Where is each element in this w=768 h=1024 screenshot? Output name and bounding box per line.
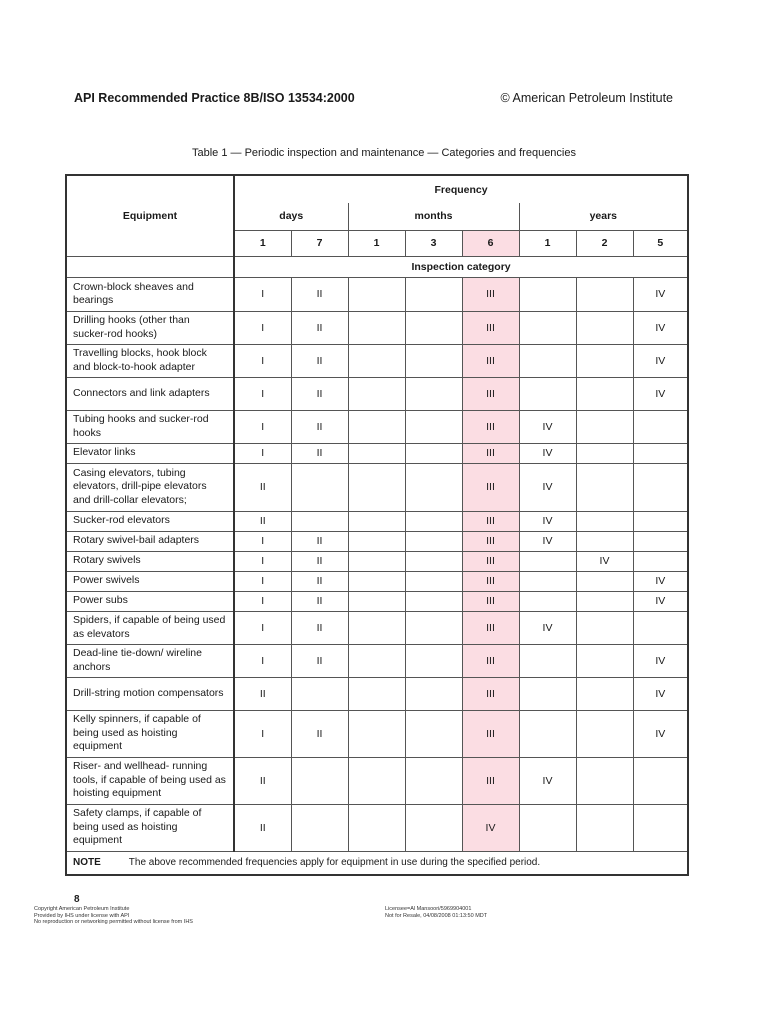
equipment-cell: Connectors and link adapters [66,377,234,410]
category-cell: II [234,757,291,804]
table-row [66,611,688,644]
category-cell: I [234,410,291,443]
category-cell [633,531,688,551]
category-cell: IV [519,511,576,531]
category-cell [405,531,462,551]
category-cell: II [291,611,348,644]
category-cell [576,710,633,757]
category-cell [519,311,576,344]
category-cell: I [234,344,291,377]
category-cell: II [291,344,348,377]
category-cell: II [234,804,291,851]
category-cell [405,377,462,410]
category-cell [519,551,576,571]
category-cell [348,511,405,531]
category-blank-cell [66,256,234,277]
category-cell [348,277,405,311]
category-cell: II [291,377,348,410]
page-number: 8 [74,894,80,905]
category-cell [633,551,688,571]
table-row [66,571,688,591]
table-row [66,311,688,344]
category-cell: I [234,443,291,463]
category-cell [291,511,348,531]
category-cell: I [234,531,291,551]
equipment-cell: Power swivels [66,571,234,591]
category-cell [576,511,633,531]
category-cell: III [462,710,519,757]
category-cell: III [462,344,519,377]
category-cell [576,410,633,443]
equipment-cell: Rotary swivel-bail adapters [66,531,234,551]
category-cell: III [462,677,519,710]
category-cell: IV [462,804,519,851]
category-cell: IV [633,644,688,677]
category-cell: III [462,311,519,344]
table-row [66,677,688,710]
category-cell [348,571,405,591]
table-row [66,551,688,571]
subcolumn-header: 5 [633,230,688,256]
table-caption: Table 1 — Periodic inspection and maintenance — Categories and frequencies [191,147,576,159]
category-cell: III [462,591,519,611]
category-cell: III [462,644,519,677]
table-row [66,710,688,757]
subcolumn-header: 1 [348,230,405,256]
category-cell: II [291,591,348,611]
category-cell [405,511,462,531]
category-cell [348,677,405,710]
category-cell [348,377,405,410]
category-cell: II [234,677,291,710]
category-cell [348,591,405,611]
group-days-header: days [234,203,348,230]
category-cell [519,277,576,311]
category-cell [633,410,688,443]
footer-license [385,906,487,919]
table-row [66,511,688,531]
equipment-cell: Kelly spinners, if capable of being used as hoisting equipment [66,710,234,757]
subcolumn-header: 2 [576,230,633,256]
category-cell [348,611,405,644]
category-cell: I [234,571,291,591]
category-cell: IV [519,410,576,443]
footer-line: Copyright American Petroleum Institute [34,906,130,912]
category-cell [576,591,633,611]
category-cell [633,511,688,531]
category-cell [348,410,405,443]
category-cell: II [291,410,348,443]
category-cell: III [462,277,519,311]
category-cell: II [291,443,348,463]
table-row [66,463,688,511]
category-cell [348,644,405,677]
category-cell [348,757,405,804]
table-row [66,757,688,804]
category-cell [405,443,462,463]
category-cell [633,463,688,511]
category-cell: I [234,710,291,757]
category-cell [576,377,633,410]
category-cell: III [462,377,519,410]
category-cell [348,463,405,511]
category-cell [291,677,348,710]
equipment-cell: Sucker-rod elevators [66,511,234,531]
equipment-cell: Tubing hooks and sucker-rod hooks [66,410,234,443]
group-years-header: years [519,203,688,230]
equipment-cell: Drilling hooks (other than sucker-rod hooks) [66,311,234,344]
category-cell [348,710,405,757]
category-cell [405,311,462,344]
category-cell [519,710,576,757]
inspection-frequency-table [65,174,689,876]
equipment-column-header: Equipment [66,175,234,256]
category-cell [576,644,633,677]
footer-line: Not for Resale, 04/08/2008 01:13:50 MDT [385,912,488,919]
category-cell [576,277,633,311]
category-cell [405,757,462,804]
category-cell: I [234,644,291,677]
category-cell: IV [519,611,576,644]
category-cell: II [234,463,291,511]
category-cell [291,757,348,804]
category-cell [405,591,462,611]
category-cell: III [462,511,519,531]
footer-copyright [34,906,193,926]
table-row [66,377,688,410]
category-cell: I [234,591,291,611]
footer-line: No reproduction or networking permitted without license from IHS [34,919,193,925]
category-cell [519,677,576,710]
category-cell: IV [633,377,688,410]
category-cell: IV [633,677,688,710]
category-cell: III [462,410,519,443]
category-cell [405,571,462,591]
category-cell: III [462,571,519,591]
category-cell: III [462,443,519,463]
note-label: NOTE [73,857,101,868]
category-cell [348,443,405,463]
equipment-cell: Spiders, if capable of being used as elevators [66,611,234,644]
category-cell: IV [633,311,688,344]
category-cell [633,757,688,804]
category-cell [348,311,405,344]
category-cell [633,804,688,851]
table-row [66,644,688,677]
subcolumn-header: 6 [462,230,519,256]
note-row [66,851,688,875]
category-cell: III [462,531,519,551]
category-cell [519,591,576,611]
category-cell: IV [519,463,576,511]
category-cell: IV [633,571,688,591]
table-row [66,531,688,551]
category-cell: III [462,757,519,804]
frequency-header: Frequency [234,175,688,203]
category-cell [633,611,688,644]
subcolumn-header: 1 [519,230,576,256]
table-row [66,591,688,611]
table-row [66,443,688,463]
footer-line: Provided by IHS under license with API [34,912,130,919]
table-row [66,804,688,851]
category-cell: I [234,551,291,571]
subcolumn-header: 1 [234,230,291,256]
footer-line: Licensee=Al Mansoori/5969904001 [385,906,472,912]
category-cell: I [234,611,291,644]
category-cell [405,804,462,851]
category-cell [405,551,462,571]
category-cell: III [462,551,519,571]
equipment-cell: Power subs [66,591,234,611]
document-header-title: API Recommended Practice 8B/ISO 13534:2000 [74,91,355,105]
equipment-cell: Riser- and wellhead- running tools, if capable of being used as hoisting equipment [66,757,234,804]
note-text: The above recommended frequencies apply for equipment in use during the specified period. [128,857,541,868]
category-cell [348,344,405,377]
category-cell: III [462,463,519,511]
category-cell [576,311,633,344]
equipment-cell: Casing elevators, tubing elevators, drill-pipe elevators and drill-collar elevators; [66,463,234,511]
category-cell [576,611,633,644]
equipment-cell: Safety clamps, if capable of being used as hoisting equipment [66,804,234,851]
category-cell [405,611,462,644]
category-cell [348,551,405,571]
category-cell [405,710,462,757]
category-cell: II [291,571,348,591]
publisher-header: © American Petroleum Institute [500,91,673,105]
category-cell [405,644,462,677]
equipment-cell: Travelling blocks, hook block and block-to-hook adapter [66,344,234,377]
category-cell [405,463,462,511]
category-cell [576,463,633,511]
equipment-cell: Elevator links [66,443,234,463]
category-cell: II [234,511,291,531]
category-cell [576,757,633,804]
category-cell: II [291,710,348,757]
category-cell [576,677,633,710]
category-cell: I [234,311,291,344]
category-cell: IV [576,551,633,571]
category-cell: II [291,551,348,571]
category-cell: II [291,311,348,344]
category-cell: IV [633,591,688,611]
table-row [66,410,688,443]
group-months-header: months [348,203,519,230]
subcolumn-header: 3 [405,230,462,256]
category-cell [405,677,462,710]
category-cell [348,804,405,851]
subcolumn-header: 7 [291,230,348,256]
category-cell [576,443,633,463]
category-cell: III [462,611,519,644]
category-cell [519,344,576,377]
category-cell: IV [519,757,576,804]
equipment-cell: Dead-line tie-down/ wireline anchors [66,644,234,677]
table-row [66,344,688,377]
category-cell [405,344,462,377]
category-cell: II [291,644,348,677]
equipment-cell: Rotary swivels [66,551,234,571]
category-cell [519,571,576,591]
inspection-category-header [234,256,688,277]
table-body [66,175,688,875]
category-cell [576,804,633,851]
equipment-cell: Crown-block sheaves and bearings [66,277,234,311]
category-cell [405,277,462,311]
category-cell: I [234,377,291,410]
category-cell [633,443,688,463]
table-row [66,277,688,311]
category-cell [405,410,462,443]
category-cell [519,644,576,677]
table-note [66,851,688,875]
category-cell: IV [633,710,688,757]
category-cell [291,463,348,511]
category-cell [519,804,576,851]
category-cell [576,344,633,377]
category-cell [348,531,405,551]
category-cell [519,377,576,410]
category-cell: IV [633,277,688,311]
equipment-cell: Drill-string motion compensators [66,677,234,710]
category-cell: I [234,277,291,311]
category-cell: IV [633,344,688,377]
inspection-category-label: Inspection category [411,260,511,273]
category-cell [291,804,348,851]
category-cell: IV [519,531,576,551]
category-cell: II [291,277,348,311]
category-cell: II [291,531,348,551]
category-cell [576,571,633,591]
category-cell: IV [519,443,576,463]
category-cell [576,531,633,551]
